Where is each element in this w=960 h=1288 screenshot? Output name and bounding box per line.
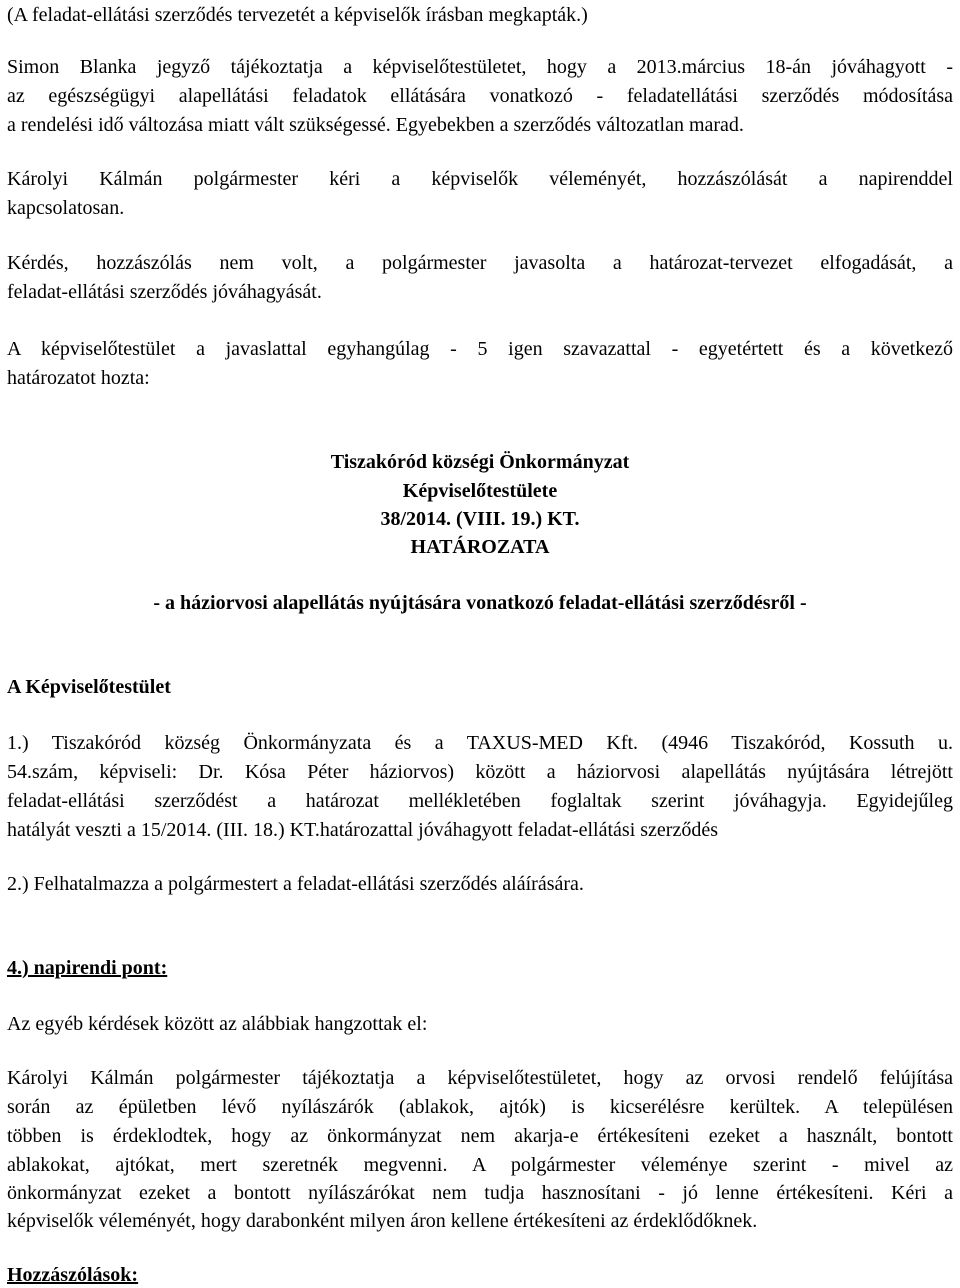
text-line: kapcsolatosan. <box>7 197 125 219</box>
text-line: feladat-ellátási szerződést a határozat mellékletében foglaltak szerint jóváhagyja. Egyidejűleg <box>7 790 953 812</box>
resolution-subject: - a háziorvosi alapellátás nyújtására vonatkozó feladat-ellátási szerződésről - <box>153 592 807 614</box>
text-line: 54.szám, képviseli: Dr. Kósa Péter háziorvos) között a háziorvosi alapellátás nyújtására létrejött <box>7 761 953 783</box>
resolution-body: Képviselőtestülete <box>402 480 558 502</box>
resolution-title: HATÁROZATA <box>410 536 550 558</box>
text-line: A képviselőtestület a javaslattal egyhangúlag - 5 igen szavazattal - egyetértett és a következő <box>7 338 953 360</box>
text-line: Károlyi Kálmán polgármester tájékoztatja a képviselőtestületet, hogy az orvosi rendelő felújítása <box>7 1067 953 1089</box>
agenda-item-4-intro: Az egyéb kérdések között az alábbiak hangzottak el: <box>7 1013 428 1035</box>
text-line: Károlyi Kálmán polgármester kéri a képviselők véleményét, hozzászólását a napirenddel <box>7 168 953 190</box>
text-line: Kérdés, hozzászólás nem volt, a polgármester javasolta a határozat-tervezet elfogadását, a <box>7 252 953 274</box>
resolution-body-heading: A Képviselőtestület <box>7 676 171 698</box>
text-line: feladat-ellátási szerződés jóváhagyását. <box>7 281 322 303</box>
comments-heading: Hozzászólások: <box>7 1264 139 1286</box>
text-line: a rendelési idő változása miatt vált szükségessé. Egyebekben a szerződés változatlan marad. <box>7 114 744 136</box>
text-line: hatályát veszti a 15/2014. (III. 18.) KT.határozattal jóváhagyott feladat-ellátási szerződés <box>7 819 718 841</box>
resolution-item-2: 2.) Felhatalmazza a polgármestert a feladat-ellátási szerződés aláírására. <box>7 873 584 895</box>
text-line: 1.) Tiszakóród község Önkormányzata és a TAXUS-MED Kft. (4946 Tiszakóród, Kossuth u. <box>7 732 953 754</box>
text-line: az egészségügyi alapellátási feladatok ellátására vonatkozó - feladatellátási szerződés módosítása <box>7 85 953 107</box>
text-line: határozatot hozta: <box>7 367 150 389</box>
resolution-number: 38/2014. (VIII. 19.) KT. <box>380 508 580 530</box>
text-line: többen is érdeklodtek, hogy az önkormányzat nem akarja-e értékesíteni ezeket a használt, bontott <box>7 1125 953 1147</box>
text-line: önkormányzat ezeket a bontott nyílászárókat nem tudja hasznosítani - jó lenne értékesíteni. Kéri a <box>7 1182 953 1204</box>
text-line: során az épületben lévő nyílászárók (ablakok, ajtók) is kicserélésre kerültek. A településen <box>7 1096 953 1118</box>
resolution-municipality: Tiszakóród községi Önkormányzat <box>330 451 630 473</box>
text-line: ablakokat, ajtókat, mert szeretnék megvenni. A polgármester véleménye szerint - mivel az <box>7 1154 953 1176</box>
text-line: képviselők véleményét, hogy darabonként milyen áron kellene értékesíteni az érdeklődőknek. <box>7 1210 758 1232</box>
intro-note: (A feladat-ellátási szerződés tervezetét a képviselők írásban megkapták.) <box>7 4 588 26</box>
text-line: Simon Blanka jegyző tájékoztatja a képviselőtestületet, hogy a 2013.március 18-án jóváhagyott - <box>7 56 953 78</box>
agenda-item-4-heading: 4.) napirendi pont: <box>7 957 168 979</box>
